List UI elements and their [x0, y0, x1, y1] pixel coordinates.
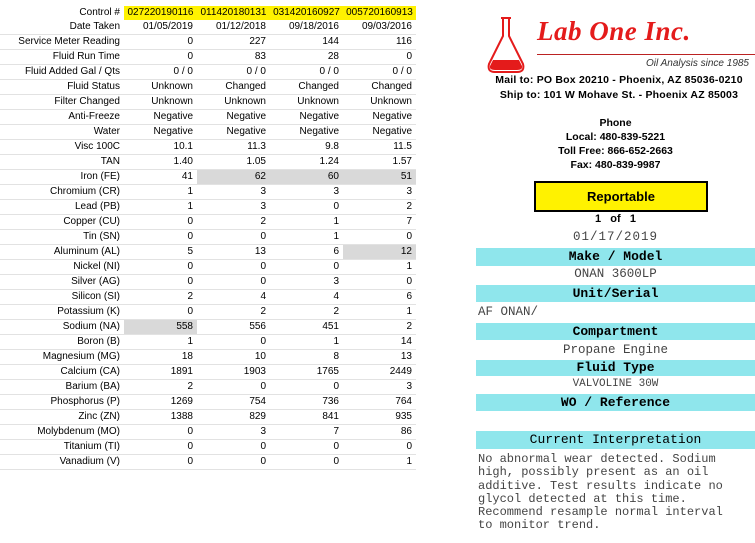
cell-value: 60 [270, 170, 343, 185]
make-model-header: Make / Model [476, 248, 755, 266]
cell-value: Negative [124, 110, 197, 125]
cell-value: 3 [343, 380, 416, 395]
cell-value: Unknown [270, 95, 343, 110]
table-row [0, 320, 416, 335]
cell-value: 2449 [343, 365, 416, 380]
cell-value: 2 [343, 320, 416, 335]
cell-value: Negative [197, 110, 270, 125]
cell-value: 14 [343, 335, 416, 350]
cell-value: 829 [197, 410, 270, 425]
cell-value: Changed [343, 80, 416, 95]
table-row [0, 335, 416, 350]
row-label: Visc 100C [0, 140, 124, 155]
row-label: Tin (SN) [0, 230, 124, 245]
cell-value: 0 [343, 50, 416, 65]
cell-value: 1 [124, 200, 197, 215]
cell-value: 0 / 0 [124, 65, 197, 80]
row-label: Fluid Run Time [0, 50, 124, 65]
row-label: Titanium (TI) [0, 440, 124, 455]
row-label: Magnesium (MG) [0, 350, 124, 365]
cell-value: 86 [343, 425, 416, 440]
company-name: Lab One Inc. [537, 16, 691, 46]
cell-value: 0 [270, 455, 343, 470]
compartment-value: Propane Engine [562, 343, 669, 357]
table-row [0, 440, 416, 455]
cell-value: 0 [124, 440, 197, 455]
cell-value: 0 / 0 [197, 65, 270, 80]
row-label: Chromium (CR) [0, 185, 124, 200]
control-number: 027220190116 [124, 6, 197, 20]
cell-value: 0 [124, 260, 197, 275]
table-row [0, 50, 416, 65]
control-number: 005720160913 [343, 6, 416, 20]
cell-value: 2 [124, 380, 197, 395]
table-row [0, 215, 416, 230]
interpretation-line: to monitor trend. [478, 518, 601, 533]
cell-value: 13 [197, 245, 270, 260]
cell-value: 754 [197, 395, 270, 410]
cell-value: 83 [197, 50, 270, 65]
cell-value: 0 [270, 200, 343, 215]
cell-value: 1388 [124, 410, 197, 425]
cell-value: 09/03/2016 [343, 20, 416, 35]
cell-value: Unknown [197, 95, 270, 110]
cell-value: 28 [270, 50, 343, 65]
phone-fax: Fax: 480-839-9987 [570, 159, 661, 171]
cell-value: 1.57 [343, 155, 416, 170]
cell-value: 0 [197, 260, 270, 275]
row-label: Barium (BA) [0, 380, 124, 395]
cell-value: 9.8 [270, 140, 343, 155]
cell-value: 841 [270, 410, 343, 425]
cell-value: 2 [343, 200, 416, 215]
cell-value: 3 [270, 185, 343, 200]
cell-value: 09/18/2016 [270, 20, 343, 35]
results-table [0, 6, 416, 470]
row-label: Aluminum (AL) [0, 245, 124, 260]
cell-value: Negative [270, 110, 343, 125]
phone-local: Local: 480-839-5221 [565, 131, 666, 143]
cell-value: Negative [197, 125, 270, 140]
cell-value: 6 [343, 290, 416, 305]
row-label: Fluid Added Gal / Qts [0, 65, 124, 80]
cell-value: 1 [270, 335, 343, 350]
row-label: Sodium (NA) [0, 320, 124, 335]
table-row [0, 65, 416, 80]
cell-value: 1.40 [124, 155, 197, 170]
row-label: Service Meter Reading [0, 35, 124, 50]
interpretation-line: additive. Test results indicate no [478, 478, 723, 493]
cell-value: 0 [124, 50, 197, 65]
cell-value: 0 [124, 275, 197, 290]
cell-value: 0 [270, 260, 343, 275]
cell-value: 01/12/2018 [197, 20, 270, 35]
cell-value: Changed [197, 80, 270, 95]
cell-value: 0 [197, 335, 270, 350]
cell-value: 0 [343, 440, 416, 455]
cell-value: 0 [197, 440, 270, 455]
table-row [0, 110, 416, 125]
cell-value: 3 [343, 185, 416, 200]
cell-value: 1891 [124, 365, 197, 380]
table-row [0, 125, 416, 140]
cell-value: 4 [197, 290, 270, 305]
ship-address: Ship to: 101 W Mohave St. - Phoenix AZ 85003 [499, 89, 739, 101]
cell-value: 935 [343, 410, 416, 425]
cell-value: 1 [124, 185, 197, 200]
page-total: 1 [629, 213, 636, 225]
cell-value: 3 [270, 275, 343, 290]
results-table-body [0, 6, 416, 470]
cell-value: 13 [343, 350, 416, 365]
interpretation-line: glycol detected at this time. [478, 491, 687, 506]
row-label: Copper (CU) [0, 215, 124, 230]
cell-value: 1 [270, 230, 343, 245]
cell-value: 10.1 [124, 140, 197, 155]
make-model-value: ONAN 3600LP [574, 267, 657, 281]
cell-value: 1 [270, 215, 343, 230]
table-row [0, 185, 416, 200]
row-label: Zinc (ZN) [0, 410, 124, 425]
cell-value: 116 [343, 35, 416, 50]
page-current: 1 [595, 213, 602, 225]
cell-value: 0 [124, 425, 197, 440]
company-tagline: Oil Analysis since 1985 [645, 58, 749, 69]
cell-value: Negative [343, 125, 416, 140]
cell-value: 7 [343, 215, 416, 230]
table-row [0, 35, 416, 50]
row-label: TAN [0, 155, 124, 170]
row-label: Water [0, 125, 124, 140]
cell-value: 0 [197, 455, 270, 470]
cell-value: 736 [270, 395, 343, 410]
row-label: Boron (B) [0, 335, 124, 350]
cell-value: 0 / 0 [270, 65, 343, 80]
cell-value: 62 [197, 170, 270, 185]
interpretation-text [478, 453, 754, 533]
cell-value: 1.24 [270, 155, 343, 170]
row-label: Potassium (K) [0, 305, 124, 320]
cell-value: 1903 [197, 365, 270, 380]
flask-icon [483, 16, 529, 76]
cell-value: 6 [270, 245, 343, 260]
cell-value: 01/05/2019 [124, 20, 197, 35]
table-row [0, 350, 416, 365]
cell-value: 1269 [124, 395, 197, 410]
cell-value: 764 [343, 395, 416, 410]
cell-value: 0 [343, 230, 416, 245]
cell-value: 11.5 [343, 140, 416, 155]
cell-value: 0 [124, 35, 197, 50]
table-row [0, 200, 416, 215]
brand-divider [537, 54, 755, 55]
row-label: Phosphorus (P) [0, 395, 124, 410]
cell-value: 0 [124, 305, 197, 320]
table-row [0, 155, 416, 170]
table-row [0, 380, 416, 395]
cell-value: 2 [270, 305, 343, 320]
company-logo [483, 16, 753, 76]
table-row [0, 230, 416, 245]
cell-value: 556 [197, 320, 270, 335]
interpretation-header: Current Interpretation [476, 431, 755, 449]
page-of: of [610, 213, 621, 225]
row-label: Vanadium (V) [0, 455, 124, 470]
wo-reference-header: WO / Reference [476, 394, 755, 411]
cell-value: 2 [124, 290, 197, 305]
table-row [0, 140, 416, 155]
cell-value: 7 [270, 425, 343, 440]
cell-value: 1765 [270, 365, 343, 380]
mail-address: Mail to: PO Box 20210 - Phoenix, AZ 85036-0210 [495, 74, 743, 86]
cell-value: Unknown [124, 80, 197, 95]
cell-value: 2 [197, 305, 270, 320]
table-row [0, 170, 416, 185]
cell-value: 0 [197, 275, 270, 290]
cell-value: 10 [197, 350, 270, 365]
control-number: 011420180131 [197, 6, 270, 20]
row-label: Lead (PB) [0, 200, 124, 215]
cell-value: 0 [124, 215, 197, 230]
row-label: Silicon (SI) [0, 290, 124, 305]
cell-value: 1.05 [197, 155, 270, 170]
cell-value: 0 [270, 380, 343, 395]
cell-value: 0 / 0 [343, 65, 416, 80]
cell-value: 451 [270, 320, 343, 335]
row-label: Anti-Freeze [0, 110, 124, 125]
control-row [0, 6, 416, 20]
row-label: Calcium (CA) [0, 365, 124, 380]
page-indicator [476, 213, 755, 225]
cell-value: 1 [124, 335, 197, 350]
table-row [0, 395, 416, 410]
row-label: Fluid Status [0, 80, 124, 95]
row-label: Silver (AG) [0, 275, 124, 290]
table-row [0, 290, 416, 305]
cell-value: Unknown [124, 95, 197, 110]
cell-value: 0 [343, 275, 416, 290]
cell-value: Negative [343, 110, 416, 125]
cell-value: 1 [343, 305, 416, 320]
interpretation-line: No abnormal wear detected. Sodium [478, 452, 716, 466]
cell-value: 3 [197, 185, 270, 200]
table-row [0, 365, 416, 380]
control-number: 031420160927 [270, 6, 343, 20]
interpretation-line: high, possibly present as an oil [478, 465, 709, 480]
unit-serial-header: Unit/Serial [476, 285, 755, 302]
table-row [0, 425, 416, 440]
cell-value: 18 [124, 350, 197, 365]
cell-value: 1 [343, 455, 416, 470]
phone-title: Phone [599, 117, 632, 129]
cell-value: 0 [270, 440, 343, 455]
row-label: Molybdenum (MO) [0, 425, 124, 440]
report-date: 01/17/2019 [572, 230, 658, 244]
cell-value: 3 [197, 425, 270, 440]
cell-value: 0 [124, 230, 197, 245]
cell-value: 2 [197, 215, 270, 230]
row-label: Iron (FE) [0, 170, 124, 185]
cell-value: Negative [124, 125, 197, 140]
cell-value: 0 [124, 455, 197, 470]
table-row [0, 455, 416, 470]
phone-toll-free: Toll Free: 866-652-2663 [558, 145, 673, 157]
cell-value: 4 [270, 290, 343, 305]
row-label: Nickel (NI) [0, 260, 124, 275]
row-label: Filter Changed [0, 95, 124, 110]
cell-value: 11.3 [197, 140, 270, 155]
fluid-type-header: Fluid Type [476, 360, 755, 376]
table-row [0, 410, 416, 425]
cell-value: 5 [124, 245, 197, 260]
table-row [0, 275, 416, 290]
table-row [0, 20, 416, 35]
cell-value: 0 [197, 230, 270, 245]
cell-value: Changed [270, 80, 343, 95]
table-row [0, 245, 416, 260]
interpretation-line: Recommend resample normal interval [478, 505, 723, 520]
cell-value: 8 [270, 350, 343, 365]
cell-value: Negative [270, 125, 343, 140]
unit-serial-value: AF ONAN/ [478, 305, 539, 319]
compartment-header: Compartment [476, 323, 755, 340]
cell-value: 12 [343, 245, 416, 260]
cell-value: 227 [197, 35, 270, 50]
cell-value: 558 [124, 320, 197, 335]
row-label: Control # [79, 7, 120, 18]
fluid-type-value: VALVOLINE 30W [572, 378, 659, 390]
row-label: Date Taken [0, 20, 124, 35]
cell-value: 0 [197, 380, 270, 395]
report-status-badge: Reportable [534, 181, 708, 212]
table-row [0, 305, 416, 320]
cell-value: 144 [270, 35, 343, 50]
table-row [0, 260, 416, 275]
cell-value: Unknown [343, 95, 416, 110]
table-row [0, 80, 416, 95]
table-row [0, 95, 416, 110]
cell-value: 41 [124, 170, 197, 185]
cell-value: 3 [197, 200, 270, 215]
cell-value: 1 [343, 260, 416, 275]
cell-value: 51 [343, 170, 416, 185]
